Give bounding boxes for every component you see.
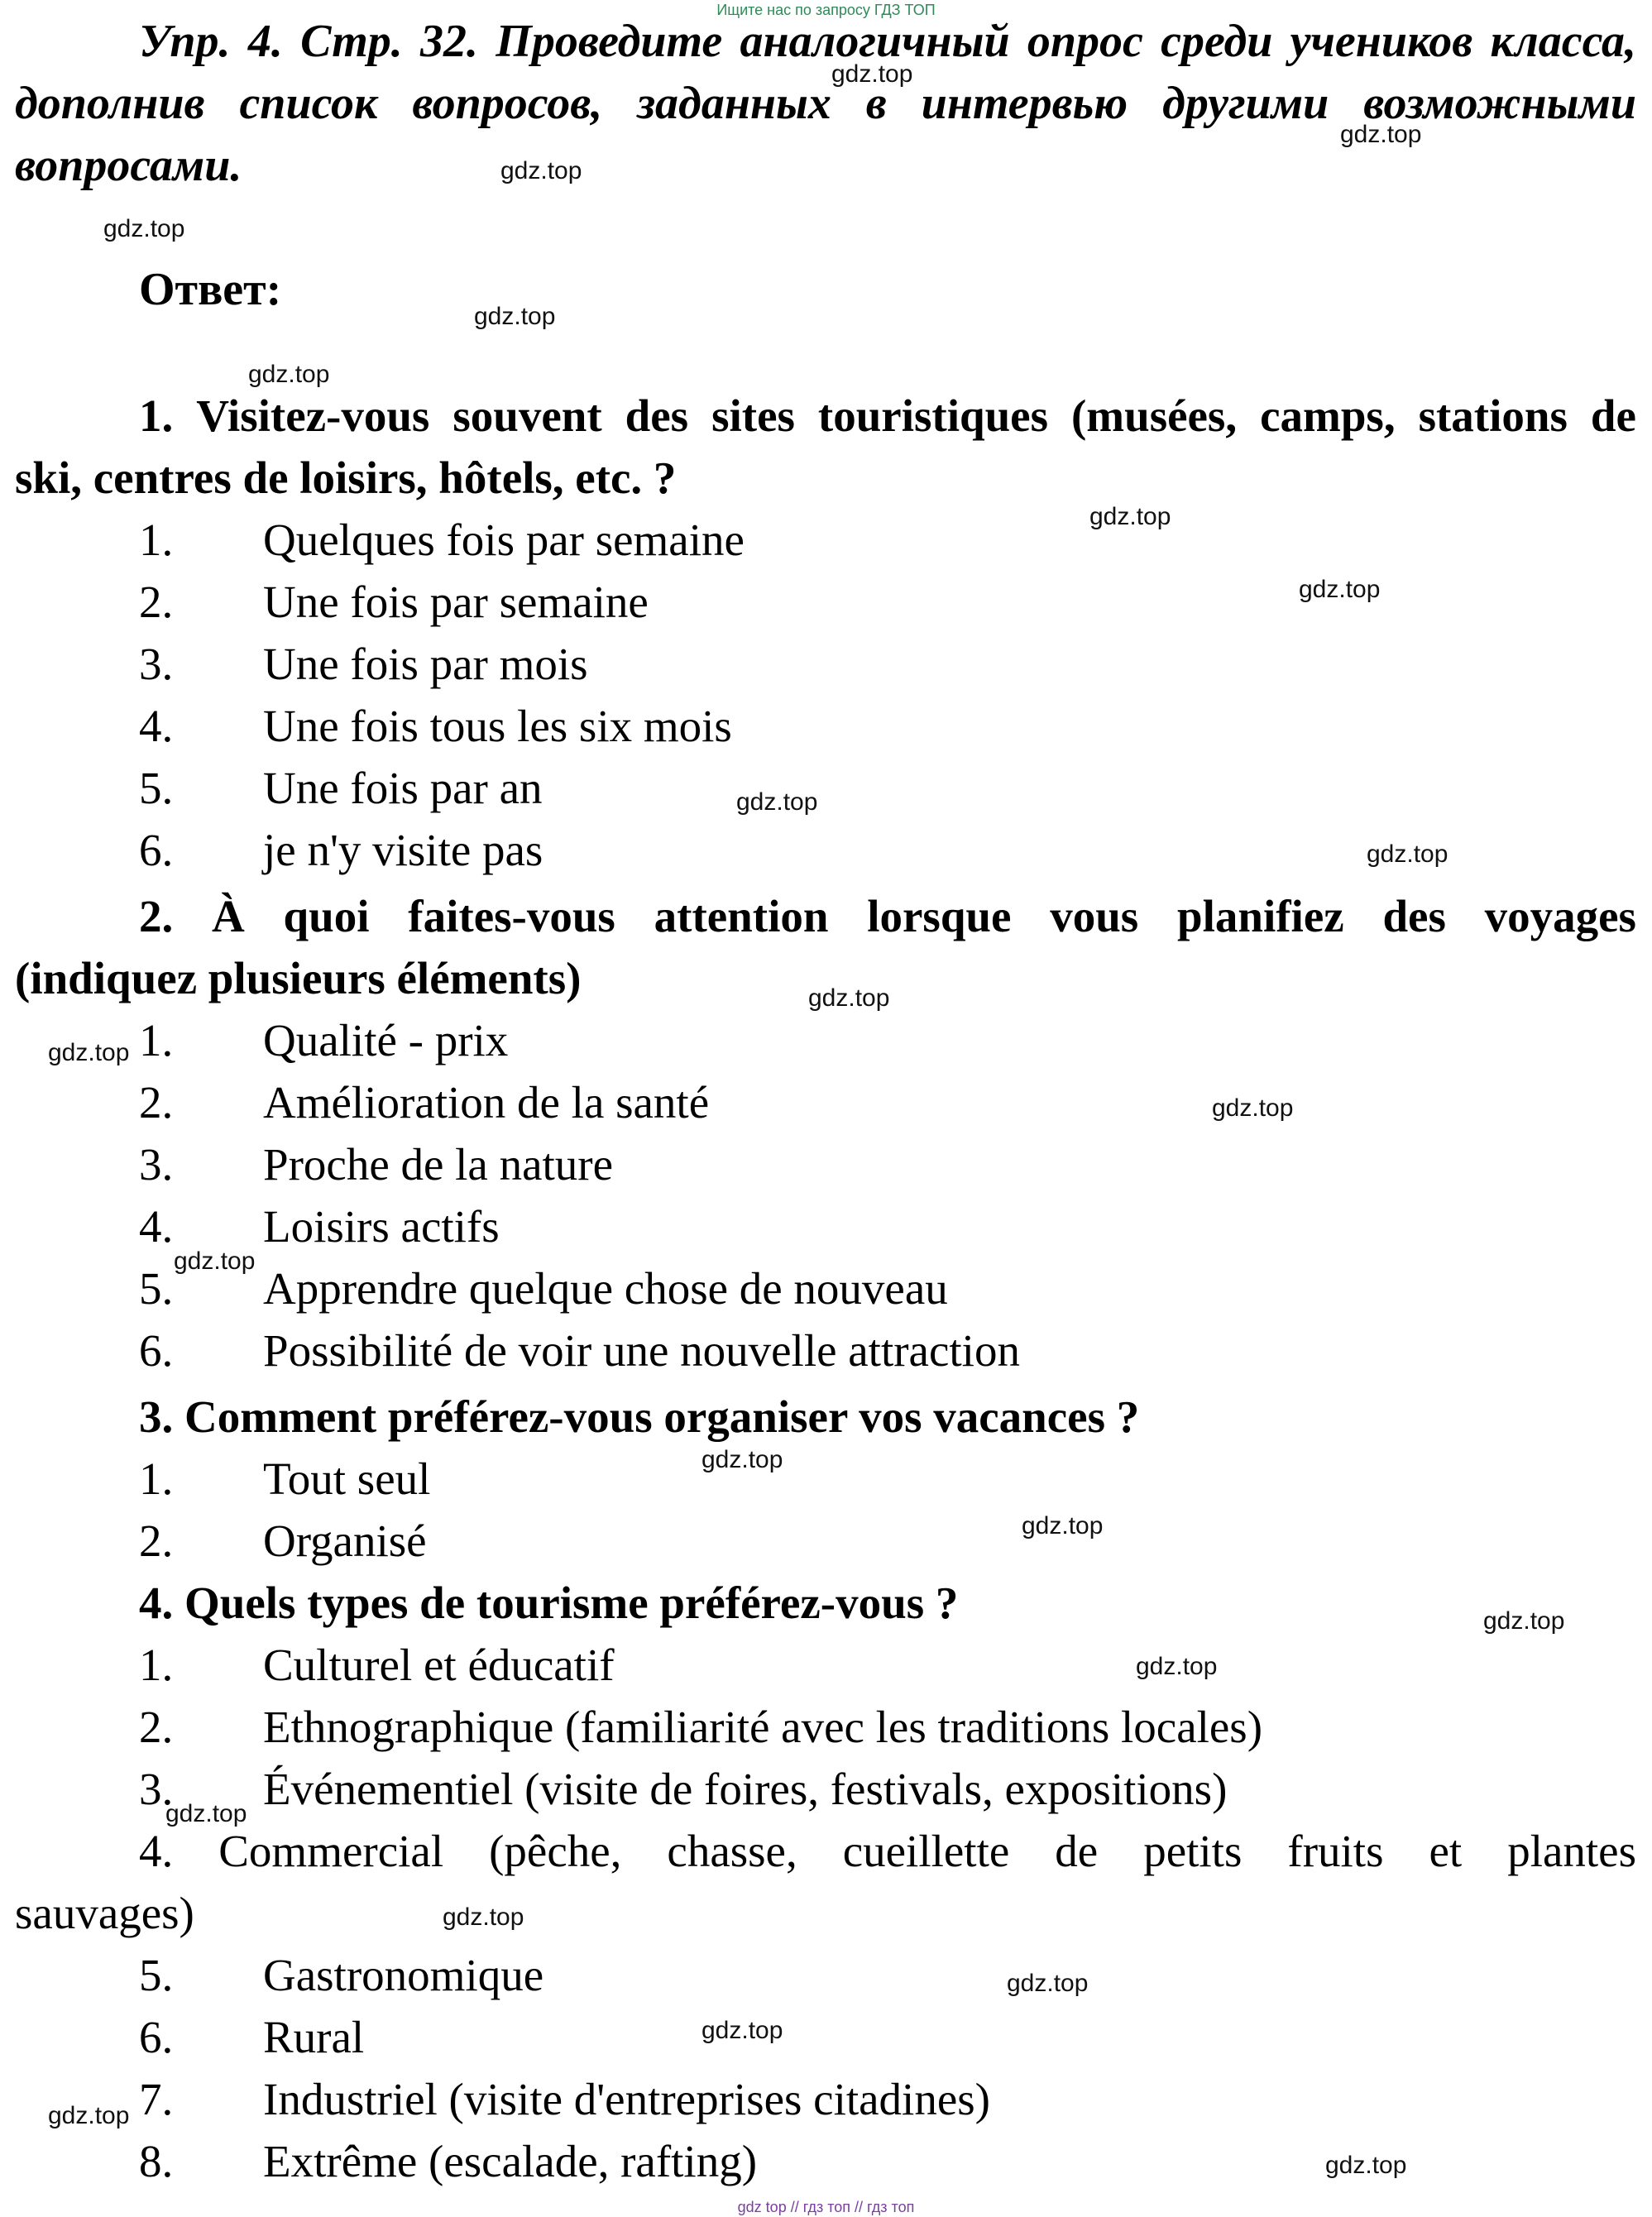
list-item <box>0 1077 1652 1129</box>
watermark: gdz.top <box>1299 576 1381 603</box>
list-item-text: Une fois par mois <box>263 639 588 689</box>
word: des <box>625 390 689 441</box>
watermark: gdz.top <box>1367 840 1448 868</box>
list-item-text: Extrême (escalade, rafting) <box>263 2136 758 2186</box>
word: vous <box>1050 891 1139 941</box>
watermark: gdz.top <box>831 60 913 88</box>
word: de <box>1055 1826 1099 1876</box>
word: À <box>212 891 245 941</box>
list-item-number: 2. <box>139 1077 174 1128</box>
list-item-text: Tout seul <box>263 1453 431 1504</box>
list-item-text: Amélioration de la santé <box>263 1077 710 1128</box>
word: quoi <box>283 891 370 941</box>
word: (musées, <box>1070 390 1238 441</box>
list-item-number: 5. <box>139 1263 174 1314</box>
word: в <box>865 78 887 129</box>
list-item-number: 6. <box>139 825 174 875</box>
word: sites <box>711 390 795 441</box>
watermark: gdz.top <box>248 361 330 388</box>
word: класса, <box>1490 16 1636 67</box>
watermark: gdz.top <box>1136 1653 1218 1680</box>
word: attention <box>654 891 829 941</box>
list-item-number: 2. <box>139 577 174 627</box>
footer-link[interactable]: gdz top // гдз топ // гдз топ <box>737 2199 915 2215</box>
list-item-number: 5. <box>139 763 174 813</box>
list-item-number: 2. <box>139 1702 174 1752</box>
watermark: gdz.top <box>474 303 556 330</box>
list-item <box>0 1642 1652 1692</box>
watermark: gdz.top <box>48 2102 130 2129</box>
word: lorsque <box>867 891 1012 941</box>
word: Visitez-vous <box>196 390 430 441</box>
word: planifiez <box>1176 891 1344 941</box>
list-item <box>0 1453 1652 1506</box>
list-item-text: Culturel et éducatif <box>263 1640 615 1690</box>
list-item-text: Une fois par an <box>263 763 543 813</box>
question-2-line-1 <box>139 893 1636 939</box>
list-item-number: 1. <box>139 515 174 565</box>
watermark: gdz.top <box>702 2017 783 2044</box>
task-line-3: вопросами. <box>15 140 242 191</box>
word: voyages <box>1484 891 1636 941</box>
word: stations <box>1418 390 1568 441</box>
list-item <box>0 1015 1652 1067</box>
word: des <box>1382 891 1446 941</box>
list-item <box>0 1704 1652 1754</box>
list-item <box>0 517 1652 567</box>
task-line-2 <box>15 80 1636 127</box>
list-item <box>0 765 1652 815</box>
list-item <box>0 1952 1652 2002</box>
list-item-number: 7. <box>139 2074 174 2124</box>
watermark: gdz.top <box>1483 1607 1565 1635</box>
word: список <box>239 78 378 129</box>
list-item-text: Ethnographique (familiarité avec les traditions locales) <box>263 1702 1263 1752</box>
word: fruits <box>1287 1826 1384 1876</box>
question-3: 3. Comment préférez-vous organiser vos vacances ? <box>139 1391 1140 1442</box>
watermark: gdz.top <box>443 1903 524 1931</box>
watermark: gdz.top <box>736 788 818 816</box>
watermark: gdz.top <box>500 157 582 184</box>
list-item-number: 1. <box>139 1453 174 1504</box>
word: plantes <box>1507 1826 1636 1876</box>
list-item <box>0 703 1652 753</box>
question-1-line-1 <box>139 390 1636 441</box>
list-item-text: Apprendre quelque chose de nouveau <box>263 1263 948 1314</box>
list-item <box>0 2014 1652 2064</box>
list-item-text: Proche de la nature <box>263 1139 614 1190</box>
list-item-text: Quelques fois par semaine <box>263 515 745 565</box>
word: camps, <box>1260 390 1396 441</box>
list-item-number: 1. <box>139 1640 174 1690</box>
watermark: gdz.top <box>702 1446 783 1473</box>
word: touristiques <box>817 390 1048 441</box>
watermark: gdz.top <box>1007 1970 1089 1997</box>
word: аналогичный <box>740 16 1010 67</box>
word: 1. <box>139 390 174 441</box>
list-item-text: je n'y visite pas <box>263 825 543 875</box>
list-item-number: 5. <box>139 1950 174 2000</box>
watermark: gdz.top <box>1089 503 1171 530</box>
list-item <box>0 641 1652 691</box>
watermark: gdz.top <box>48 1039 130 1066</box>
word: petits <box>1143 1826 1243 1876</box>
list-item <box>0 2074 1652 2129</box>
watermark: gdz.top <box>1212 1094 1294 1122</box>
list-item-number: 6. <box>139 1325 174 1376</box>
word: et <box>1429 1826 1463 1876</box>
word: учеников <box>1290 16 1473 67</box>
word: 4. <box>139 1826 174 1876</box>
word: Commercial <box>218 1826 444 1876</box>
word: интервью <box>921 78 1128 129</box>
list-item-number: 6. <box>139 2012 174 2062</box>
list-item-text: Loisirs actifs <box>263 1201 500 1252</box>
word: chasse, <box>667 1826 797 1876</box>
watermark: gdz.top <box>1325 2152 1407 2179</box>
list-item-number: 3. <box>139 1764 174 1814</box>
word: de <box>1590 390 1636 441</box>
list-item-number: 4. <box>139 701 174 751</box>
list-item-number: 2. <box>139 1516 174 1566</box>
list-item-number: 3. <box>139 1139 174 1190</box>
word: 32. <box>420 16 479 67</box>
question-4-option-4-line-1 <box>139 1828 1636 1874</box>
list-item-text: Rural <box>263 2012 365 2062</box>
list-item-text: Une fois par semaine <box>263 577 649 627</box>
word: Упр. <box>139 16 231 67</box>
answer-label: Ответ: <box>139 264 282 315</box>
search-hint-link[interactable]: Ищите нас по запросу ГДЗ ТОП <box>716 2 936 18</box>
list-item-text: Qualité - prix <box>263 1015 509 1065</box>
list-item <box>0 576 1652 629</box>
watermark: gdz.top <box>808 984 890 1012</box>
word: Проведите <box>496 16 723 67</box>
word: 2. <box>139 891 174 941</box>
word: Стр. <box>300 16 403 67</box>
list-item-number: 1. <box>139 1015 174 1065</box>
word: другими <box>1162 78 1329 129</box>
word: опрос <box>1027 16 1143 67</box>
list-item-text: Événementiel (visite de foires, festivals, expositions) <box>263 1764 1228 1814</box>
watermark: gdz.top <box>1340 121 1422 148</box>
task-line-1 <box>139 18 1636 65</box>
list-item <box>0 1201 1652 1253</box>
list-item <box>0 1766 1652 1816</box>
list-item <box>0 1518 1652 1568</box>
word: дополнив <box>15 78 205 129</box>
question-1-line-2: ski, centres de loisirs, hôtels, etc. ? <box>15 452 677 503</box>
list-item-text: Industriel (visite d'entreprises citadines) <box>263 2074 990 2124</box>
word: среди <box>1161 16 1273 67</box>
word: заданных <box>637 78 831 129</box>
list-item-text: Une fois tous les six mois <box>263 701 732 751</box>
question-4: 4. Quels types de tourisme préférez-vous ? <box>139 1578 959 1628</box>
list-item-text: Possibilité de voir une nouvelle attraction <box>263 1325 1020 1376</box>
list-item-text: Gastronomique <box>263 1950 544 2000</box>
word: cueillette <box>842 1826 1010 1876</box>
list-item <box>0 1139 1652 1191</box>
watermark: gdz.top <box>1022 1512 1104 1539</box>
list-item-number: 8. <box>139 2136 174 2186</box>
word: возможными <box>1363 78 1636 129</box>
watermark: gdz.top <box>174 1247 256 1275</box>
watermark: gdz.top <box>103 215 185 242</box>
word: 4. <box>247 16 283 67</box>
question-4-option-4-line-2: sauvages) <box>15 1888 194 1938</box>
list-item-text: Organisé <box>263 1516 427 1566</box>
word: faites-vous <box>408 891 615 941</box>
list-item-number: 3. <box>139 639 174 689</box>
list-item-number: 4. <box>139 1201 174 1252</box>
word: вопросов, <box>412 78 603 129</box>
word: (pêche, <box>489 1826 622 1876</box>
word: souvent <box>453 390 602 441</box>
watermark: gdz.top <box>165 1800 247 1827</box>
list-item <box>0 1325 1652 1377</box>
question-2-line-2: (indiquez plusieurs éléments) <box>15 953 582 1003</box>
